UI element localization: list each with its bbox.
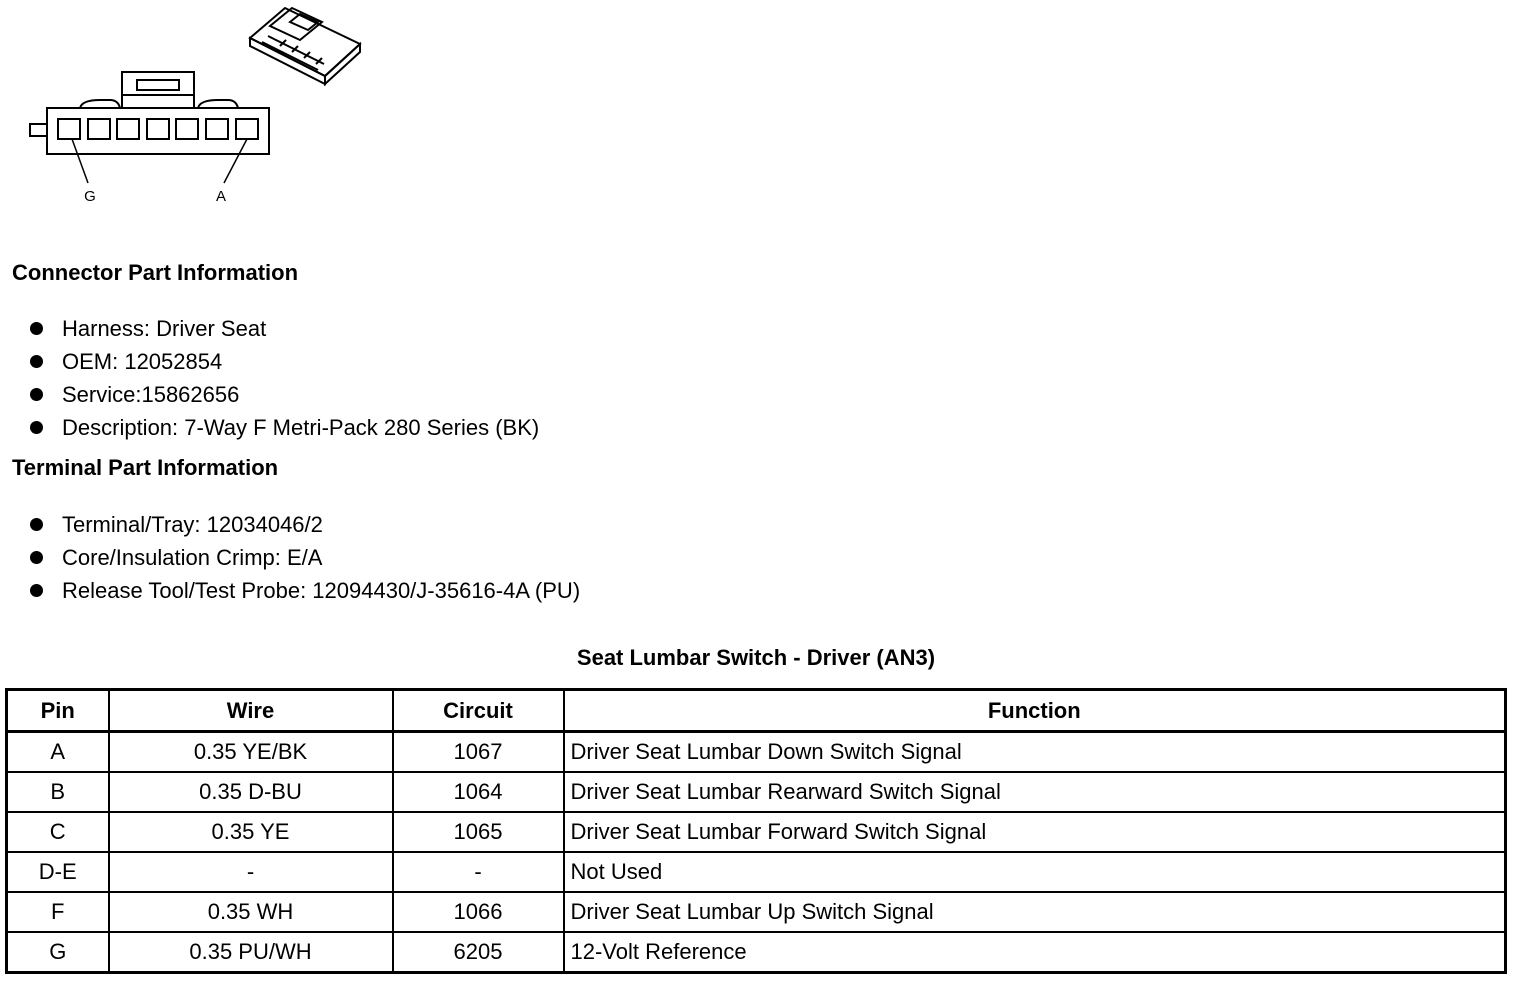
connector-info-list	[30, 312, 539, 444]
cell-wire: -	[109, 852, 393, 892]
cell-function: 12-Volt Reference	[564, 932, 1506, 973]
cell-wire: 0.35 YE/BK	[109, 732, 393, 773]
cell-circuit: 1064	[393, 772, 564, 812]
cell-circuit: 1067	[393, 732, 564, 773]
pinout-table-caption: Seat Lumbar Switch - Driver (AN3)	[576, 645, 936, 670]
connector-diagram	[0, 0, 380, 215]
cell-pin: C	[7, 812, 109, 852]
cell-function: Driver Seat Lumbar Rearward Switch Signal	[564, 772, 1506, 812]
table-row	[7, 892, 1506, 932]
table-row	[7, 812, 1506, 852]
cell-wire: 0.35 YE	[109, 812, 393, 852]
cell-wire: 0.35 WH	[109, 892, 393, 932]
cell-circuit: 1065	[393, 812, 564, 852]
connector-info-item: Service:15862656	[30, 378, 539, 411]
pin-a-leader-line	[224, 139, 247, 183]
cell-wire: 0.35 PU/WH	[109, 932, 393, 973]
pin-g-leader-line	[72, 139, 88, 183]
pin-label-a: A	[215, 188, 227, 205]
cell-pin: D-E	[7, 852, 109, 892]
header-wire: Wire	[109, 690, 393, 732]
connector-info-item: OEM: 12052854	[30, 345, 539, 378]
connector-info-title: Connector Part Information	[12, 260, 299, 285]
cell-function: Driver Seat Lumbar Forward Switch Signal	[564, 812, 1506, 852]
table-row	[7, 772, 1506, 812]
pin-cavities	[58, 119, 258, 139]
terminal-info-item: Release Tool/Test Probe: 12094430/J-35616-4A (PU)	[30, 574, 580, 607]
cell-circuit: -	[393, 852, 564, 892]
header-circuit: Circuit	[393, 690, 564, 732]
cell-pin: B	[7, 772, 109, 812]
pinout-table	[5, 688, 1507, 974]
connector-info-item: Description: 7-Way F Metri-Pack 280 Series (BK)	[30, 411, 539, 444]
terminal-info-item: Terminal/Tray: 12034046/2	[30, 508, 580, 541]
table-row	[7, 932, 1506, 973]
pin-label-g: G	[84, 188, 96, 205]
table-row	[7, 852, 1506, 892]
table-row	[7, 732, 1506, 773]
connector-isometric-view	[250, 8, 360, 84]
table-header-row	[7, 690, 1506, 732]
cell-pin: G	[7, 932, 109, 973]
connector-info-item: Harness: Driver Seat	[30, 312, 539, 345]
terminal-info-item: Core/Insulation Crimp: E/A	[30, 541, 580, 574]
header-function: Function	[564, 690, 1506, 732]
terminal-info-list	[30, 508, 580, 607]
cell-circuit: 6205	[393, 932, 564, 973]
cell-function: Driver Seat Lumbar Down Switch Signal	[564, 732, 1506, 773]
terminal-info-title: Terminal Part Information	[12, 455, 279, 480]
cell-pin: F	[7, 892, 109, 932]
header-pin: Pin	[7, 690, 109, 732]
connector-face-view	[30, 72, 269, 154]
cell-function: Driver Seat Lumbar Up Switch Signal	[564, 892, 1506, 932]
cell-pin: A	[7, 732, 109, 773]
cell-function: Not Used	[564, 852, 1506, 892]
cell-wire: 0.35 D-BU	[109, 772, 393, 812]
cell-circuit: 1066	[393, 892, 564, 932]
